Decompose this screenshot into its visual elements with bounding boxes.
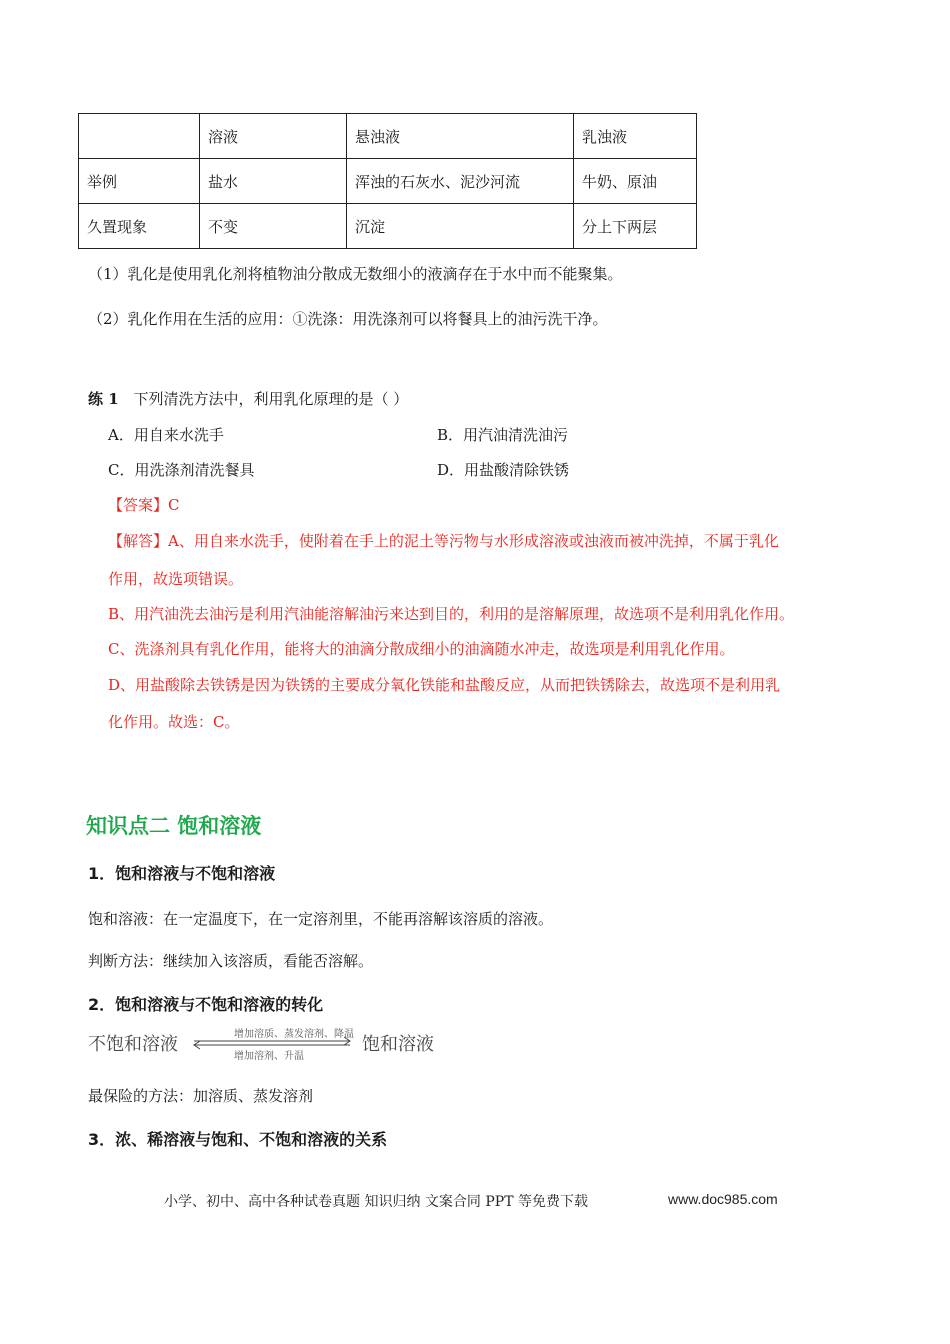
option-c: C．用洗涤剂清洗餐具	[108, 461, 255, 479]
table-cell: 悬浊液	[347, 114, 574, 159]
subsection-title: 3．浓、稀溶液与饱和、不饱和溶液的关系	[88, 1130, 388, 1149]
option-b: B．用汽油清洗油污	[437, 426, 569, 444]
conversion-diagram	[88, 1025, 448, 1063]
analysis-line: 【解答】A、用自来水洗手，使附着在手上的泥土等污物与水形成溶液或浊液而被冲洗掉，不属于乳化	[108, 532, 779, 550]
conversion-condition-bottom: 增加溶剂、升温	[234, 1051, 304, 1062]
footer-url[interactable]: www.doc985.com	[668, 1191, 778, 1207]
analysis-line: D、用盐酸除去铁锈是因为铁锈的主要成分氧化铁能和盐酸反应，从而把铁锈除去，故选项不是利用乳	[108, 676, 781, 694]
table-cell: 乳浊液	[574, 114, 697, 159]
analysis-line: C、洗涤剂具有乳化作用，能将大的油滴分散成细小的油滴随水冲走，故选项是利用乳化作用。	[108, 640, 735, 658]
table-cell	[79, 114, 200, 159]
note-1: （1）乳化是使用乳化剂将植物油分散成无数细小的液滴存在于水中而不能聚集。	[88, 265, 623, 283]
unsaturated-label: 不饱和溶液	[88, 1034, 178, 1055]
exercise-label: 练 1	[88, 390, 119, 408]
subsection-title: 1．饱和溶液与不饱和溶液	[88, 864, 276, 883]
table-cell: 沉淀	[347, 204, 574, 249]
table-row	[79, 159, 697, 204]
option-a: A．用自来水洗手	[108, 426, 224, 444]
exercise-question-line	[88, 388, 408, 409]
note-2: （2）乳化作用在生活的应用：①洗涤：用洗涤剂可以将餐具上的油污洗干净。	[88, 310, 608, 328]
judge-method-text: 判断方法：继续加入该溶质，看能否溶解。	[88, 952, 374, 970]
table-cell: 分上下两层	[574, 204, 697, 249]
section-title: 知识点二 饱和溶液	[86, 814, 262, 838]
table-cell: 盐水	[200, 159, 347, 204]
comparison-table	[78, 113, 697, 249]
table-cell: 牛奶、原油	[574, 159, 697, 204]
table-cell: 浑浊的石灰水、泥沙河流	[347, 159, 574, 204]
safest-method-text: 最保险的方法：加溶质、蒸发溶剂	[88, 1087, 314, 1105]
definition-text: 饱和溶液：在一定温度下，在一定溶剂里，不能再溶解该溶质的溶液。	[88, 910, 554, 928]
table-cell: 久置现象	[79, 204, 200, 249]
table-cell: 溶液	[200, 114, 347, 159]
analysis-line: B、用汽油洗去油污是利用汽油能溶解油污来达到目的，利用的是溶解原理，故选项不是利用乳化作用。	[108, 605, 795, 623]
table-header-row	[79, 114, 697, 159]
exercise-question: 下列清洗方法中，利用乳化原理的是（ ）	[133, 390, 409, 408]
analysis-line: 化作用。故选：C。	[108, 713, 240, 731]
table-row	[79, 204, 697, 249]
table-cell: 举例	[79, 159, 200, 204]
conversion-condition-top: 增加溶质、蒸发溶剂、降温	[234, 1029, 354, 1040]
analysis-line: 作用，故选项错误。	[108, 570, 244, 588]
saturated-label: 饱和溶液	[362, 1034, 434, 1055]
option-d: D．用盐酸清除铁锈	[437, 461, 570, 479]
answer: 【答案】C	[108, 496, 180, 514]
table-cell: 不变	[200, 204, 347, 249]
subsection-title: 2．饱和溶液与不饱和溶液的转化	[88, 995, 324, 1014]
footer-text: 小学、初中、高中各种试卷真题 知识归纳 文案合同 PPT 等免费下载	[164, 1194, 588, 1210]
